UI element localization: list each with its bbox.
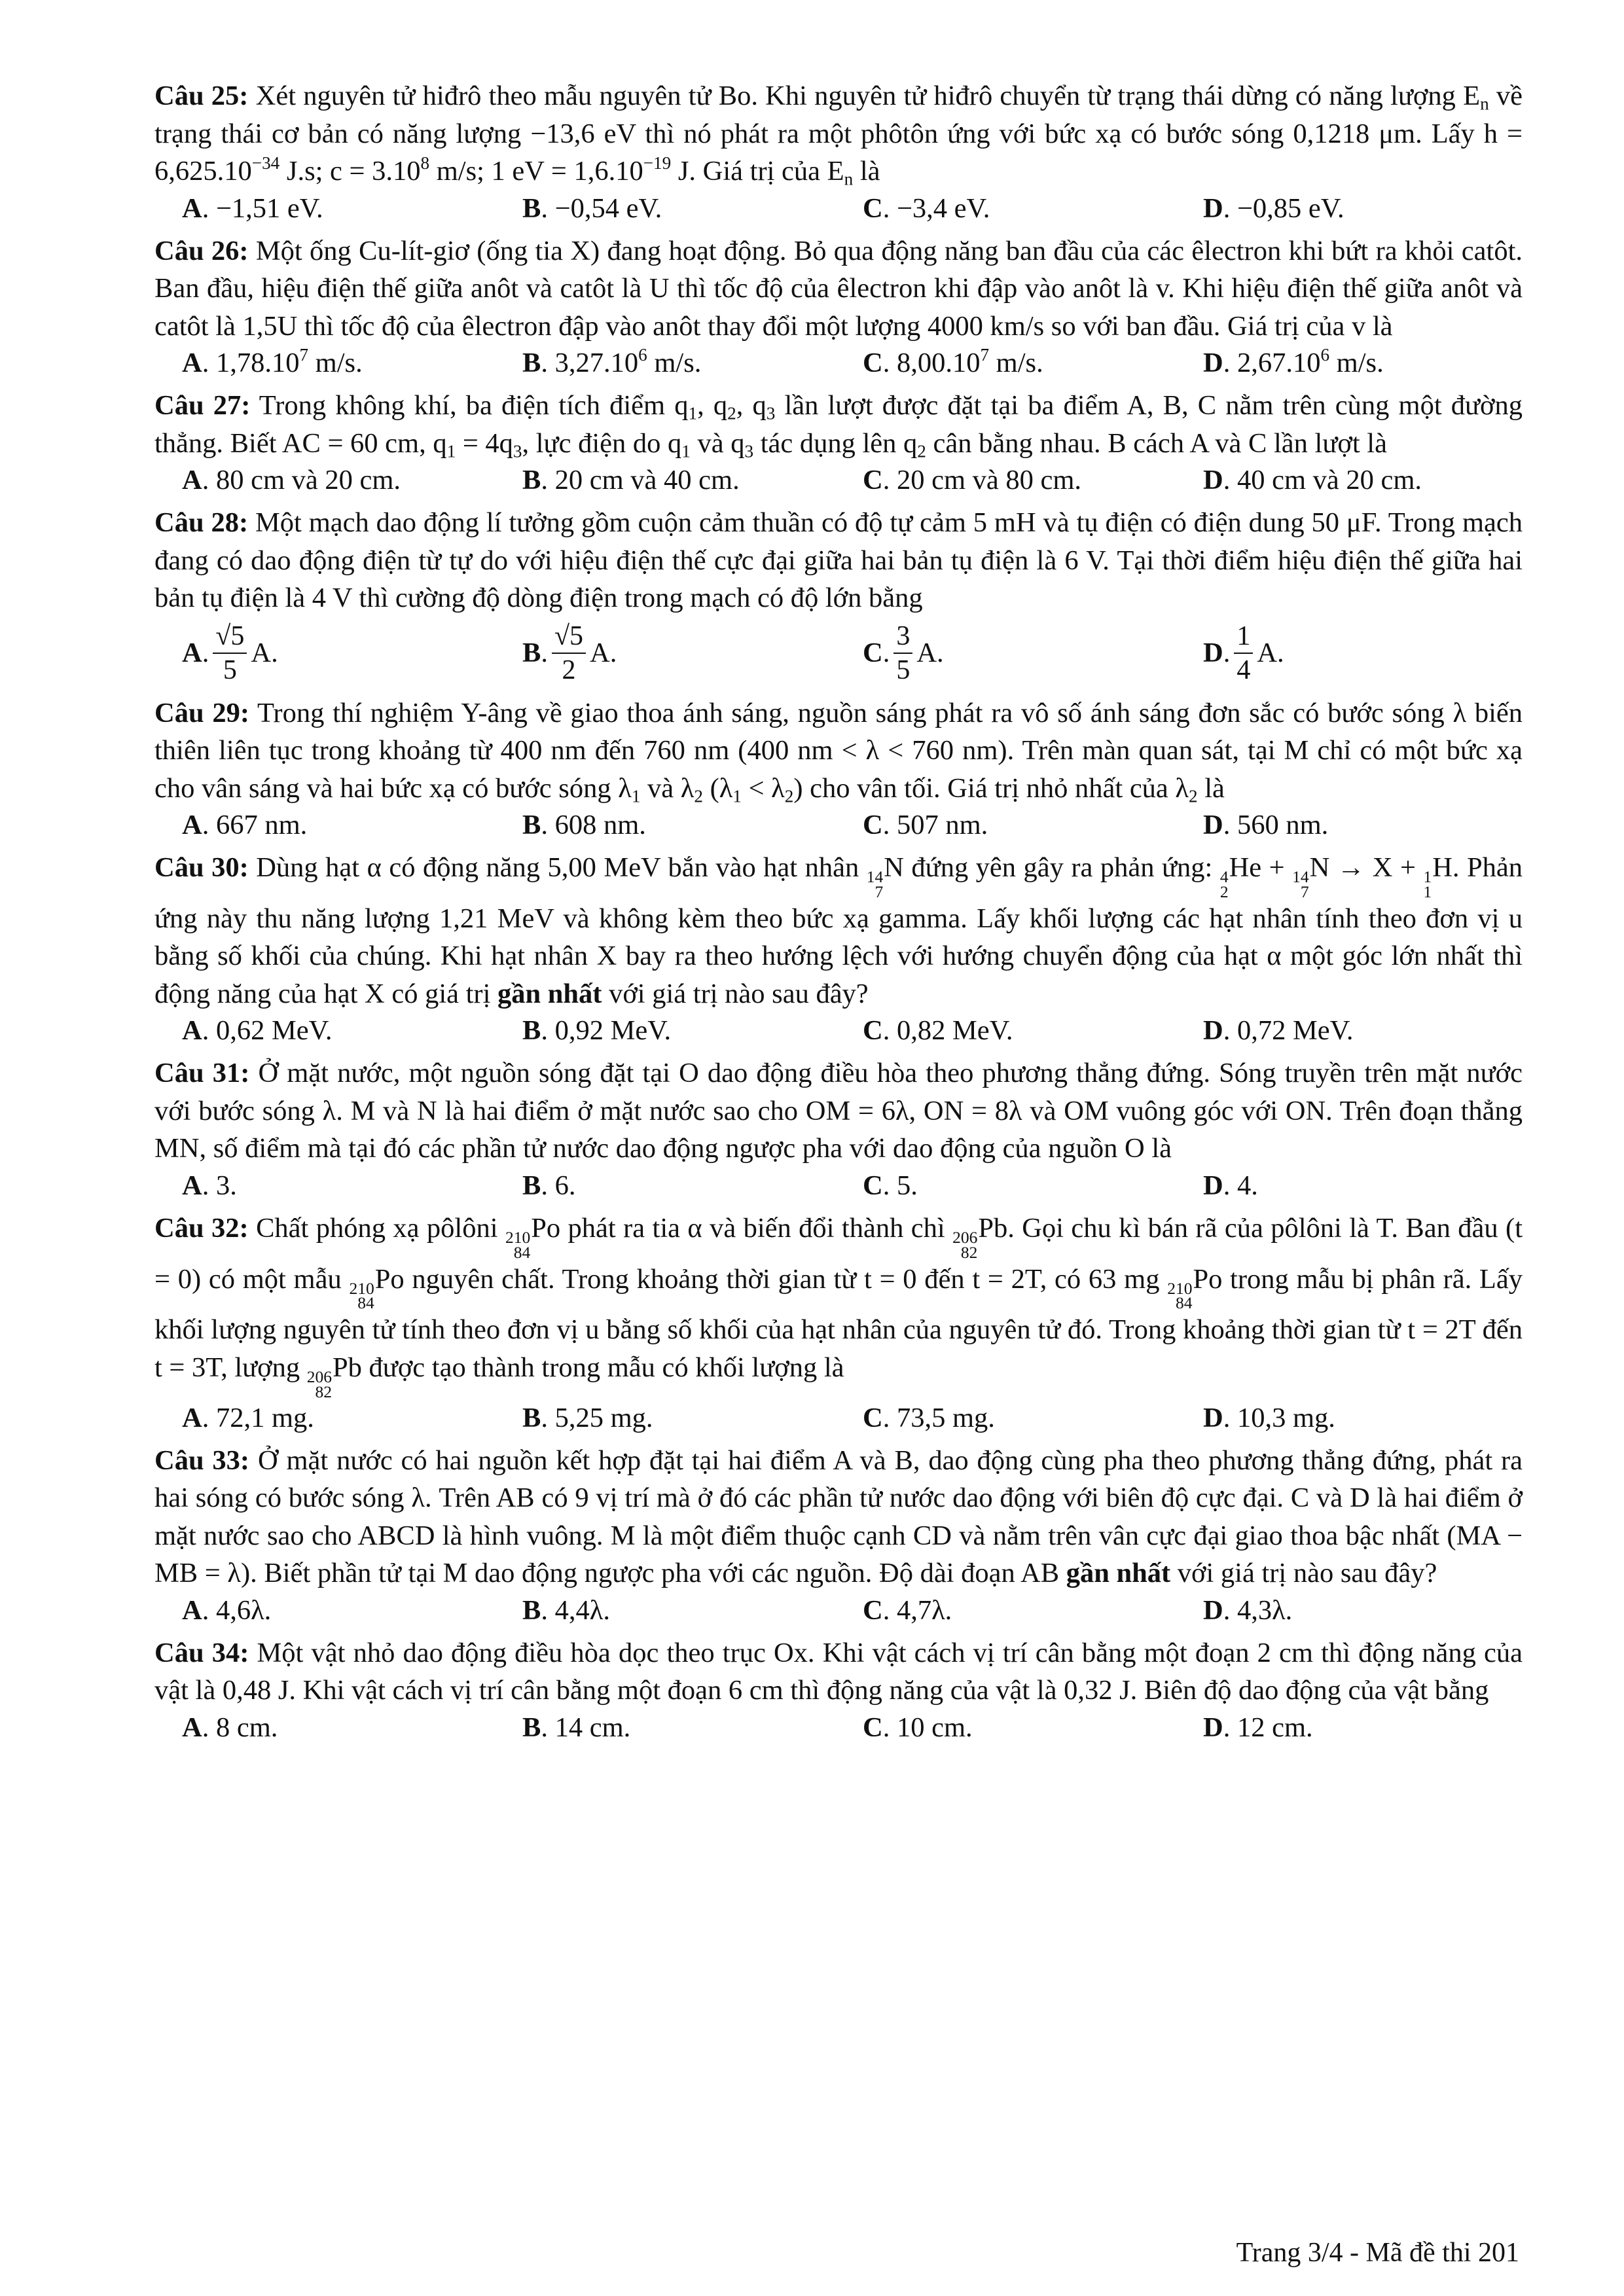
question-label: Câu 32:	[154, 1212, 249, 1244]
page-footer: Trang 3/4 - Mã đề thi 201	[1236, 2238, 1519, 2268]
option-a[interactable]: A. 0,62 MeV.	[182, 1015, 333, 1047]
option-b[interactable]: B. 3,27.10$^6$ m/s.	[522, 345, 702, 378]
fraction: $\frac{√5}{2}$	[552, 620, 586, 687]
isotope-notation: 4 2	[1219, 867, 1229, 901]
question-stem: Câu 34: Một vật nhỏ dao động điều hòa dọc theo trục Ox. Khi vật cách vị trí cân bằng một đoạn 2 cm thì động năng của vật là 0,48 J. Khi vật cách vị trí cân bằng một đoạn 6 cm thì động năng của vật là 0,32 J. Biên độ dao động của vật bằng	[154, 1637, 1523, 1706]
option-b[interactable]: B. 4,4λ.	[522, 1594, 610, 1626]
question-stem: Câu 29: Trong thí nghiệm Y-âng về giao thoa ánh sáng, nguồn sáng phát ra vô số ánh sáng đơn sắc có bước sóng λ biến thiên liên tục trong khoảng từ 400 nm đến 760 nm (400 nm < λ < 760 nm). Trên màn quan sát, tại M chỉ có một bức xạ cho vân sáng và hai bức xạ có bước sóng $\lambda_1$ và $\lambda_2$ $(\lambda_1 < \lambda_2)$ cho vân tối. Giá trị nhỏ nhất của $\lambda_2$ là	[154, 697, 1523, 806]
option-b[interactable]: B. 608 nm.	[522, 810, 646, 840]
answer-options	[154, 1710, 1523, 1746]
question-34	[154, 1634, 1523, 1746]
answer-options	[154, 807, 1523, 844]
answer-options	[154, 1168, 1523, 1204]
question-stem: Câu 25: Xét nguyên tử hiđrô theo mẫu nguyên tử Bo. Khi nguyên tử hiđrô chuyển từ trạng thái dừng có năng lượng $E_n$ về trạng thái cơ bản có năng lượng −13,6 eV thì nó phát ra một phôtôn ứng với bức xạ có bước sóng 0,1218 μm. Lấy $h = 6,625.10^{-34}$ J.s; $c = 3.10^8$ m/s; 1 eV = $1,6.10^{-19}$ J. Giá trị của $E_n$ là	[154, 81, 1523, 189]
question-stem: Câu 28: Một mạch dao động lí tưởng gồm cuộn cảm thuần có độ tự cảm 5 mH và tụ điện có điện dung 50 μF. Trong mạch đang có dao động điện từ tự do với hiệu điện thế cực đại giữa hai bản tụ điện là 6 V. Tại thời điểm hiệu điện thế giữa hai bản tụ điện là 4 V thì cường độ dòng điện trong mạch có độ lớn bằng	[154, 507, 1523, 613]
option-d[interactable]: D . $\frac{1}{4}$ A.	[1203, 620, 1284, 685]
option-d[interactable]: D. 10,3 mg.	[1203, 1402, 1335, 1433]
question-label: Câu 31:	[154, 1058, 250, 1089]
option-d[interactable]: D. 560 nm.	[1203, 810, 1329, 840]
option-c[interactable]: C. 73,5 mg.	[863, 1402, 995, 1433]
emphasis: gần nhất	[1066, 1558, 1171, 1589]
question-label: Câu 28:	[154, 507, 249, 538]
option-c[interactable]: C. 8,00.10$^7$ m/s.	[863, 345, 1043, 378]
isotope-notation: 210 84	[505, 1227, 531, 1262]
fraction: $\frac{3}{5}$	[893, 620, 912, 687]
question-31	[154, 1054, 1523, 1204]
question-30	[154, 849, 1523, 1049]
question-label: Câu 27:	[154, 390, 251, 421]
option-a[interactable]: A. 4,6λ.	[182, 1594, 272, 1626]
option-c[interactable]: C. 20 cm và 80 cm.	[863, 465, 1082, 495]
option-b[interactable]: B. 5,25 mg.	[522, 1402, 653, 1433]
option-d[interactable]: D. 2,67.10$^6$ m/s.	[1203, 345, 1384, 378]
option-d[interactable]: D. 12 cm.	[1203, 1712, 1313, 1743]
option-d[interactable]: D. 0,72 MeV.	[1203, 1015, 1354, 1047]
question-stem: Câu 30: Dùng hạt α có động năng 5,00 MeV bắn vào hạt nhân 14 7 N đứng yên gây ra phản ứng: 4 2 He + 14 7 N → X + 1 1 H. Phản ứng này thu năng lượng 1,21 MeV và không kèm theo bức xạ gamma. Lấy khối lượng các hạt nhân tính theo đơn vị u bằng số khối của chúng. Khi hạt nhân X bay ra theo hướng lệch với hướng chuyển động của hạt α một góc lớn nhất thì động năng của hạt X có giá trị gần nhất với giá trị nào sau đây?	[154, 852, 1523, 1009]
question-stem: Câu 33: Ở mặt nước có hai nguồn kết hợp đặt tại hai điểm A và B, dao động cùng pha theo phương thẳng đứng, phát ra hai sóng có bước sóng λ. Trên AB có 9 vị trí mà ở đó các phần tử nước dao động với biên độ cực đại. C và D là hai điểm ở mặt nước sao cho ABCD là hình vuông. M là một điểm thuộc cạnh CD và nằm trên vân cực đại giao thoa bậc nhất (MA − MB = λ). Biết phần tử tại M dao động ngược pha với các nguồn. Độ dài đoạn AB gần nhất với giá trị nào sau đây?	[154, 1444, 1523, 1589]
question-33	[154, 1442, 1523, 1629]
option-b[interactable]: B. 20 cm và 40 cm.	[522, 465, 740, 495]
isotope-notation: 206 82	[306, 1367, 333, 1401]
question-stem: Câu 31: Ở mặt nước, một nguồn sóng đặt tại O dao động điều hòa theo phương thẳng đứng. Sóng truyền trên mặt nước với bước sóng λ. M và N là hai điểm ở mặt nước sao cho OM = 6λ, ON = 8λ và OM vuông góc với ON. Trên đoạn thẳng MN, số điểm mà tại đó các phần tử nước dao động ngược pha với dao động của nguồn O là	[154, 1058, 1523, 1164]
answer-options	[154, 1592, 1523, 1629]
question-label: Câu 29:	[154, 697, 249, 728]
option-d[interactable]: D. −0,85 eV.	[1203, 192, 1344, 224]
option-a[interactable]: A . $\frac{√5}{5}$ A.	[182, 620, 278, 685]
question-label: Câu 26:	[154, 235, 249, 266]
option-b[interactable]: B. 14 cm.	[522, 1712, 631, 1743]
option-d[interactable]: D. 4,3λ.	[1203, 1594, 1293, 1626]
option-c[interactable]: C. −3,4 eV.	[863, 192, 990, 224]
answer-options	[154, 190, 1523, 227]
option-d[interactable]: D. 40 cm và 20 cm.	[1203, 465, 1422, 495]
isotope-notation: 14 7	[1292, 867, 1309, 901]
question-label: Câu 33:	[154, 1444, 250, 1476]
option-b[interactable]: B. 0,92 MeV.	[522, 1015, 672, 1047]
answer-options	[154, 1400, 1523, 1437]
option-c[interactable]: C. 4,7λ.	[863, 1594, 952, 1626]
option-b[interactable]: B . $\frac{√5}{2}$ A.	[522, 620, 617, 685]
question-stem: Câu 27: Trong không khí, ba điện tích điểm $q_1$, $q_2$, $q_3$ lần lượt được đặt tại ba điểm A, B, C nằm trên cùng một đường thẳng. Biết AC = 60 cm, $q_1 = 4q_3$, lực điện do $q_1$ và $q_3$ tác dụng lên $q_2$ cân bằng nhau. B cách A và C lần lượt là	[154, 390, 1523, 461]
option-c[interactable]: C. 0,82 MeV.	[863, 1015, 1013, 1047]
option-a[interactable]: A. 667 nm.	[182, 810, 308, 840]
isotope-notation: 210 84	[349, 1278, 374, 1313]
isotope-notation: 206 82	[952, 1227, 978, 1262]
option-a[interactable]: A. 80 cm và 20 cm.	[182, 465, 401, 495]
answer-options	[154, 462, 1523, 499]
question-27	[154, 387, 1523, 499]
question-stem: Câu 26: Một ống Cu-lít-giơ (ống tia X) đang hoạt động. Bỏ qua động năng ban đầu của các êlectron khi bứt ra khỏi catôt. Ban đầu, hiệu điện thế giữa anôt và catôt là U thì tốc độ của êlectron khi đập vào anôt là v. Khi hiệu điện thế giữa anôt và catôt là 1,5U thì tốc độ của êlectron đập vào anôt thay đổi một lượng 4000 km/s so với ban đầu. Giá trị của v là	[154, 235, 1523, 342]
exam-page	[154, 77, 1523, 1751]
option-c[interactable]: C . $\frac{3}{5}$ A.	[863, 620, 944, 685]
option-b[interactable]: B. 6.	[522, 1170, 576, 1201]
question-28	[154, 504, 1523, 689]
isotope-notation: 1 1	[1423, 867, 1432, 901]
option-a[interactable]: A. 72,1 mg.	[182, 1402, 314, 1433]
emphasis: gần nhất	[497, 978, 602, 1009]
option-c[interactable]: C. 507 nm.	[863, 810, 988, 840]
option-a[interactable]: A. 8 cm.	[182, 1712, 278, 1743]
fraction: $\frac{√5}{5}$	[213, 620, 247, 687]
option-a[interactable]: A. 1,78.10$^7$ m/s.	[182, 345, 363, 378]
fraction: $\frac{1}{4}$	[1234, 620, 1253, 687]
option-a[interactable]: A. −1,51 eV.	[182, 192, 323, 224]
question-label: Câu 34:	[154, 1637, 249, 1668]
isotope-notation: 14 7	[866, 867, 884, 901]
option-c[interactable]: C. 5.	[863, 1170, 918, 1201]
option-d[interactable]: D. 4.	[1203, 1170, 1258, 1201]
answer-options	[154, 617, 1523, 689]
question-29	[154, 694, 1523, 844]
answer-options	[154, 1013, 1523, 1049]
question-32	[154, 1210, 1523, 1437]
option-c[interactable]: C. 10 cm.	[863, 1712, 973, 1743]
isotope-notation: 210 84	[1167, 1278, 1193, 1313]
question-26	[154, 232, 1523, 382]
question-label: Câu 30:	[154, 852, 249, 883]
question-label: Câu 25:	[154, 81, 249, 111]
question-25	[154, 77, 1523, 227]
question-stem: Câu 32: Chất phóng xạ pôlôni 210 84 Po phát ra tia α và biến đổi thành chì 206 82 Pb. Gọi chu kì bán rã của pôlôni là T. Ban đầu (t = 0) có một mẫu 210 84 Po nguyên chất. Trong khoảng thời gian từ t = 0 đến t = 2T, có 63 mg 210 84 Po trong mẫu bị phân rã. Lấy khối lượng nguyên tử tính theo đơn vị u bằng số khối của hạt nhân của nguyên tử đó. Trong khoảng thời gian từ t = 2T đến t = 3T, lượng 206 82 Pb được tạo thành trong mẫu có khối lượng là	[154, 1212, 1523, 1401]
answer-options	[154, 345, 1523, 382]
option-a[interactable]: A. 3.	[182, 1170, 237, 1201]
option-b[interactable]: B. −0,54 eV.	[522, 192, 662, 224]
